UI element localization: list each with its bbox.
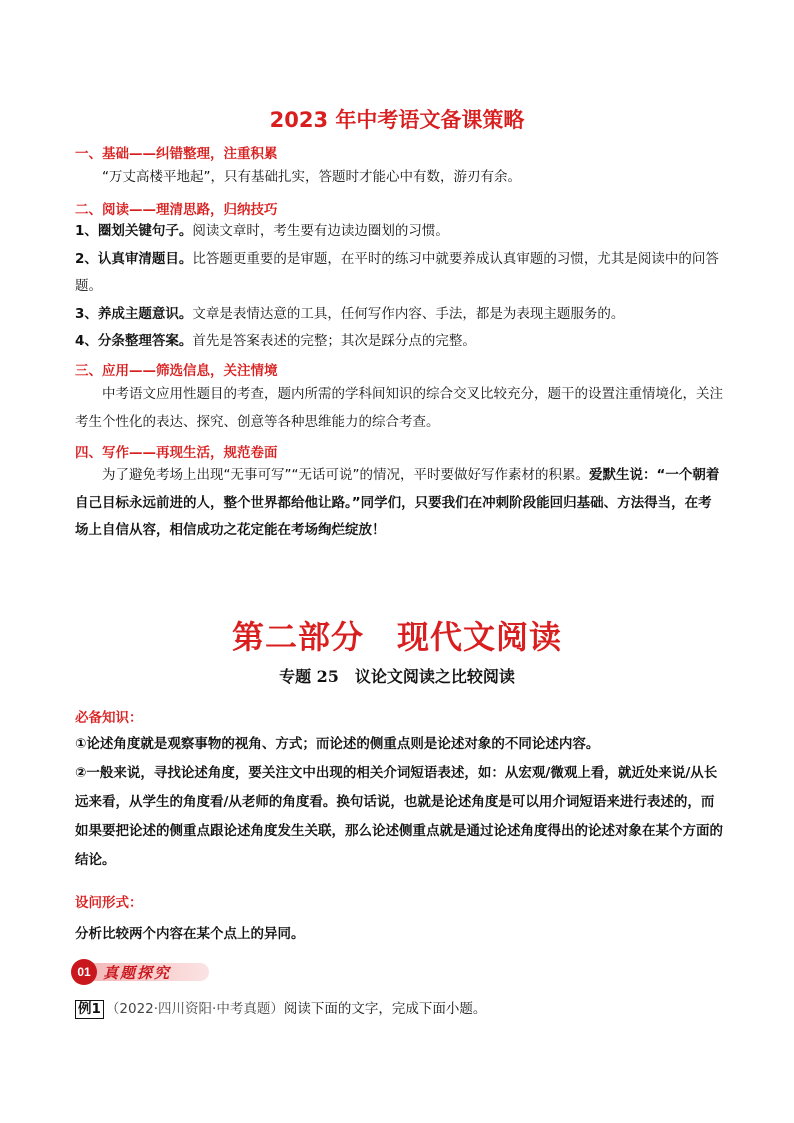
section-2-body [75,218,723,356]
knowledge-point-2: ②一般来说，寻找论述角度，要关注文中出现的相关介词短语表述，如：从宏观/微观上看，就近处来说/从长远来看，从学生的角度看/从老师的角度看。换句话说，也就是论述角度是可以用介词短语来进行表述的，而如果要把论述的侧重点跟论述角度发生关联，那么论述侧重点就是通过论述角度得出的论述对象在某个方面的结论。 [75,765,723,868]
section-3-body [75,381,723,436]
banner-badge: 01 [71,959,97,985]
part-title: 第二部分 现代文阅读 [231,618,562,656]
question-form-heading: 设问形式： [75,895,143,911]
reading-item-2 [75,246,723,301]
reading-item-3 [75,301,723,329]
section-4-heading: 四、写作——再现生活，规范卷面 [75,445,278,461]
question-form-text: 分析比较两个内容在某个点上的异同。 [75,926,305,942]
section-2-heading: 二、阅读——理清思路，归纳技巧 [75,202,278,218]
section-1-heading: 一、基础——纠错整理，注重积累 [75,146,278,162]
reading-item-2-key: 2、认真审清题目。 [75,250,193,267]
example-text: 阅读下面的文字，完成下面小题。 [283,1001,487,1017]
section-3-line: 中考语文应用性题目的考查，题内所需的学科间知识的综合交叉比较充分，题干的设置注重情境化，关注考生个性化的表达、探究、创意等各种思维能力的综合考查。 [75,386,723,430]
reading-item-1 [75,218,723,246]
section-4-line-2: 爱默生说：“一个朝着自己目标永远前进的人，整个世界都给他让路。”同学们，只要我们在冲刺阶段能回归基础、方法得当，在考场上自信从容，相信成功之花定能在考场绚烂绽放！ [75,467,720,538]
example-line [75,997,486,1019]
section-3-heading: 三、应用——筛选信息，关注情境 [75,363,278,379]
reading-item-4-text: 首先是答案表述的完整；其次是踩分点的完整。 [192,333,476,349]
section-1-body [75,164,723,192]
reading-item-1-key: 1、圈划关键句子。 [75,223,193,239]
topic-title: 专题 25 议论文阅读之比较阅读 [279,667,515,686]
reading-item-4 [75,328,723,356]
example-tag: 例1 [75,1000,104,1019]
reading-item-4-key: 4、分条整理答案。 [75,333,193,349]
knowledge-point-1: ①论述角度就是观察事物的视角、方式；而论述的侧重点则是论述对象的不同论述内容。 [75,736,600,752]
section-4-paragraph [75,462,723,545]
reading-item-1-text: 阅读文章时，考生要有边读边圈划的习惯。 [192,223,449,239]
example-source: （2022·四川资阳·中考真题） [105,1001,284,1017]
section-1-line: “万丈高楼平地起”，只有基础扎实，答题时才能心中有数，游刃有余。 [102,169,521,185]
knowledge-body [75,730,723,875]
reading-item-3-key: 3、养成主题意识。 [75,305,193,322]
section-banner [71,959,211,985]
reading-item-2-text: 比答题更重要的是审题，在平时的练习中就要养成认真审题的习惯，尤其是阅读中的问答题。 [75,250,719,294]
section-4-body [75,462,723,545]
reading-item-3-text: 文章是表情达意的工具，任何写作内容、手法，都是为表现主题服务的。 [192,305,625,322]
document-title: 2023 年中考语文备课策略 [269,108,525,132]
banner-label: 真题探究 [103,964,172,982]
knowledge-heading: 必备知识： [75,710,143,726]
section-4-line-1: 为了避免考场上出现“无事可写”“无话可说”的情况，平时要做好写作素材的积累。 [102,467,589,483]
